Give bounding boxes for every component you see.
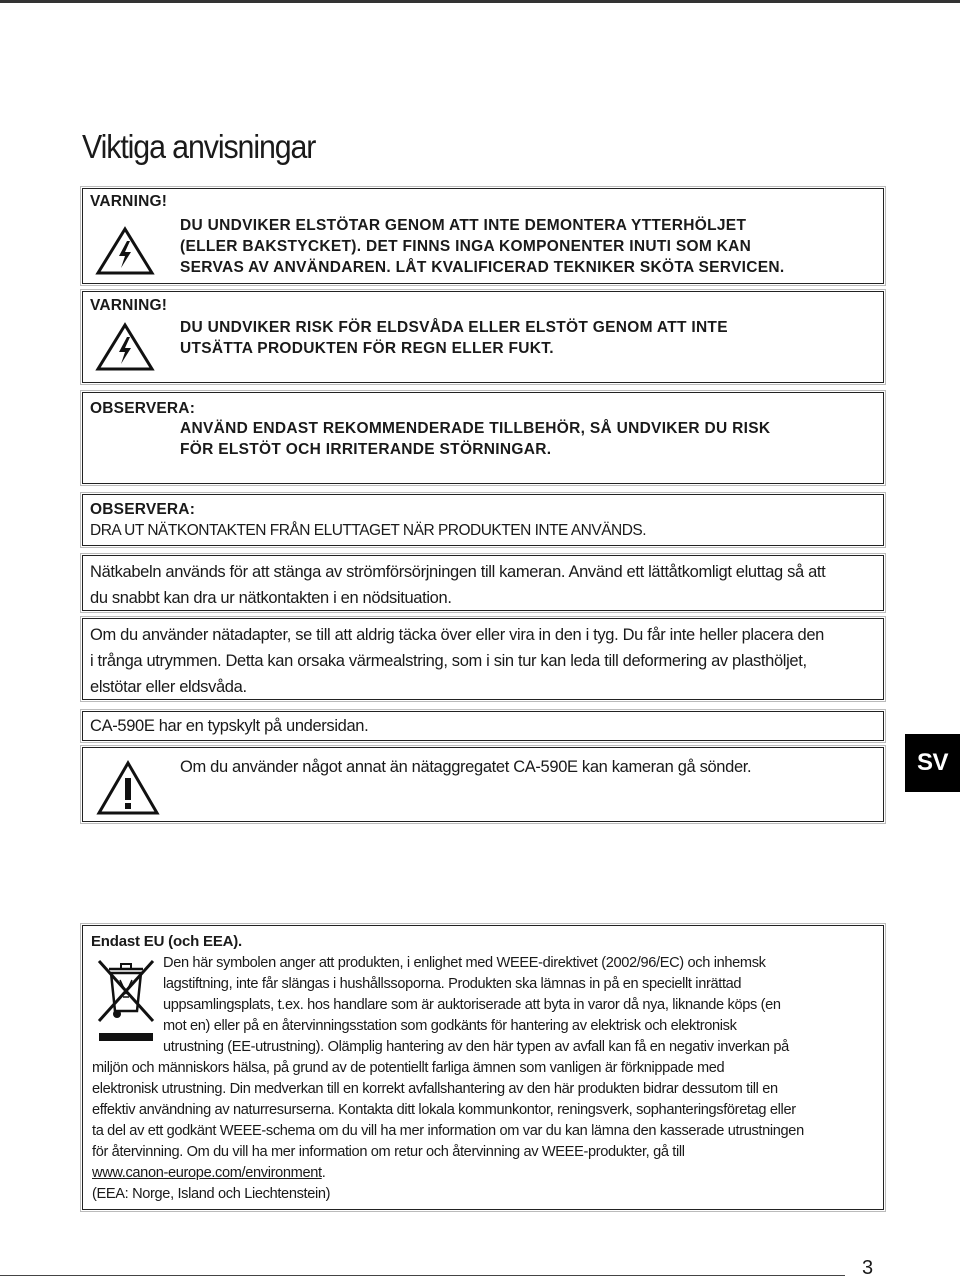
caution-text: DRA UT NÄTKONTAKTEN FRÅN ELUTTAGET NÄR PRODUKTEN INTE ANVÄNDS. <box>90 522 647 539</box>
exclamation-warning-icon <box>96 760 160 816</box>
warning-label: VARNING! <box>90 193 168 210</box>
note-text-adapter: Om du använder nätadapter, se till att aldrig täcka över eller vira in den i tyg. Du får inte heller placera den i trånga utrymmen. Detta kan orsaka värmealstring, som i sin tur kan leda till deformering av plasthöljet, elstötar eller eldsvåda. <box>90 626 824 696</box>
warning-label: VARNING! <box>90 297 168 314</box>
caution-label: OBSERVERA: <box>90 501 196 518</box>
note-text-charger: Om du använder något annat än nätaggregatet CA-590E kan kameran gå sönder. <box>180 758 752 776</box>
warning-text: DU UNDVIKER ELSTÖTAR GENOM ATT INTE DEMONTERA YTTERHÖLJET (ELLER BAKSTYCKET). DET FINNS INGA KOMPONENTER INUTI SOM KAN SERVAS AV ANVÄNDAREN. LÅT KVALIFICERAD TEKNIKER SKÖTA SERVICEN. <box>180 217 785 276</box>
caution-text: ANVÄND ENDAST REKOMMENDERADE TILLBEHÖR, SÅ UNDVIKER DU RISK FÖR ELSTÖT OCH IRRITERANDE STÖRNINGAR. <box>180 420 771 458</box>
crossed-out-wheelie-bin-icon <box>93 953 159 1043</box>
page-number: 3 <box>862 1257 874 1279</box>
weee-text-indented: Den här symbolen anger att produkten, i enlighet med WEEE-direktivet (2002/96/EC) och inhemsk lagstiftning, inte får slängas i hushållssoporna. Produkten ska lämnas in på en speciellt inrättad uppsamlingsplats, t.ex. hos handlare som är auktoriserade att byta in varor då nya, liknande köps (en mot en) eller på en återvinningsstation som godkänts för hantering av elektrisk och elektronisk utrustning (EE-utrustning). Olämplig hantering av den här typen av avfall kan få en negativ inverkan på <box>163 955 789 1055</box>
warning-text: DU UNDVIKER RISK FÖR ELDSVÅDA ELLER ELSTÖT GENOM ATT INTE UTSÄTTA PRODUKTEN FÖR REGN ELLER FUKT. <box>180 319 728 357</box>
top-rule <box>0 0 960 3</box>
eea-note: (EEA: Norge, Island och Liechtenstein) <box>92 1186 331 1202</box>
link-suffix: . <box>321 1165 326 1181</box>
caution-label: OBSERVERA: <box>90 400 196 417</box>
weee-heading: Endast EU (och EEA). <box>91 933 243 950</box>
note-text-type-label: CA-590E har en typskylt på undersidan. <box>90 717 369 735</box>
language-tab: SV <box>905 734 960 792</box>
page-title: Viktiga anvisningar <box>82 128 316 165</box>
note-text-power-cable: Nätkabeln används för att stänga av strömförsörjningen till kameran. Använd ett lättåtkomligt eluttag så att du snabbt kan dra ur nätkontakten i en nödsituation. <box>90 563 826 607</box>
environment-link[interactable]: www.canon-europe.com/environment <box>92 1165 322 1181</box>
electric-shock-warning-icon <box>95 322 155 372</box>
footer-rule <box>0 1275 845 1276</box>
weee-text-full: miljön och människors hälsa, på grund av de potentiellt farliga ämnen som vanligen är förknippade med elektronisk utrustning. Din medverkan till en korrekt avfallshantering av den här produkten bidrar dessutom till en effektiv användning av naturresurserna. Kontakta ditt lokala kommunkontor, reningsverk, sophanteringsföretag eller ta del av ett godkänt WEEE-schema om du vill ha mer information om var du kan lämna den kasserade utrustningen för återvinning. Om du vill ha mer information om retur och återvinning av WEEE-produkter, gå till www.canon-europe.com/environment. (EEA: Norge, Island och Liechtenstein) <box>92 1060 804 1202</box>
electric-shock-warning-icon <box>95 226 155 276</box>
